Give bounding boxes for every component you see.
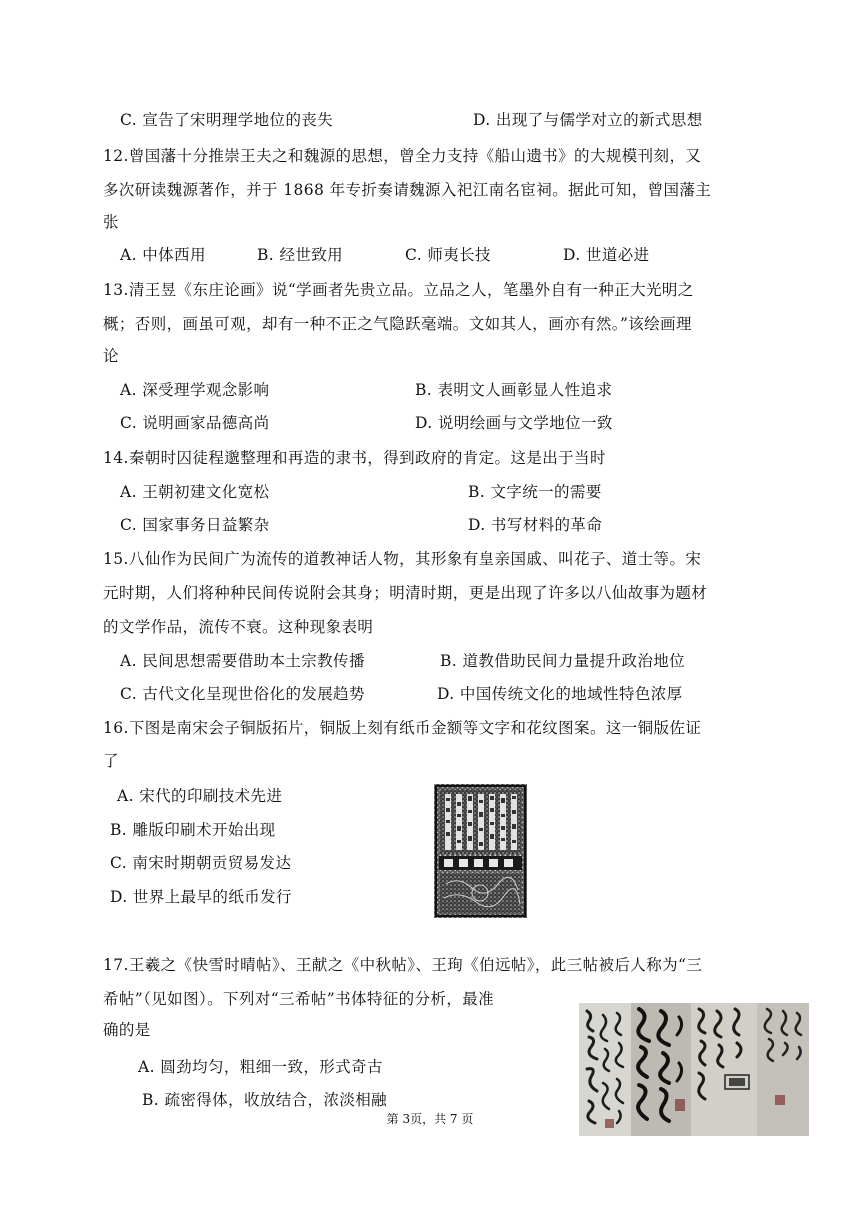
q13-option-d: D. 说明绘画与文学地位一致 — [415, 414, 613, 432]
q16-option-a: A. 宋代的印刷技术先进 — [117, 787, 283, 805]
q14-option-a: A. 王朝初建文化宽松 — [120, 483, 270, 501]
q12-option-c: C. 师夷长技 — [405, 246, 491, 264]
q16-option-b: B. 雕版印刷术开始出现 — [110, 821, 276, 839]
q13-stem-line-2: 概；否则，画虽可观，却有一种不正之气隐跃毫端。文如其人，画亦有然。”该绘画理 — [103, 315, 692, 333]
q13-stem-line-1: 13.清王昱《东庄论画》说“学画者先贵立品。立品之人，笔墨外自有一种正大光明之 — [103, 281, 694, 299]
q12-stem-line-2: 多次研读魏源著作，并于 1868 年专折奏请魏源入祀江南名宦祠。据此可知，曾国藩主 — [103, 181, 712, 199]
q15-option-a: A. 民间思想需要借助本土宗教传播 — [120, 652, 365, 670]
q12-stem-line-3: 张 — [103, 213, 119, 231]
q14-stem-line-1: 14.秦朝时囚徒程邈整理和再造的隶书，得到政府的肯定。这是出于当时 — [103, 449, 606, 467]
q12-option-a: A. 中体西用 — [120, 246, 206, 264]
q15-stem-line-1: 15.八仙作为民间广为流传的道教神话人物，其形象有皇亲国戚、叫花子、道士等。宋 — [103, 550, 702, 568]
q12-stem-line-1: 12.曾国藩十分推崇王夫之和魏源的思想，曾全力支持《船山遗书》的大规模刊刻，又 — [103, 147, 702, 165]
copper-plate-rubbing-image — [434, 784, 527, 918]
q15-stem-line-2: 元时期，人们将种种民间传说附会其身；明清时期，更是出现了许多以八仙故事为题材 — [103, 584, 708, 602]
q17-option-a: A. 圆劲均匀，粗细一致，形式奇古 — [138, 1058, 383, 1076]
q17-stem-line-3: 确的是 — [103, 1021, 151, 1039]
page-footer: 第 3页，共 7 页 — [386, 1112, 474, 1126]
q16-option-d: D. 世界上最早的纸币发行 — [110, 888, 292, 906]
q14-option-b: B. 文字统一的需要 — [468, 483, 602, 501]
q17-stem-line-1: 17.王羲之《快雪时晴帖》、王献之《中秋帖》、王珣《伯远帖》，此三帖被后人称为“三 — [103, 956, 703, 974]
q16-stem-line-2: 了 — [103, 752, 119, 770]
q15-stem-line-3: 的文学作品，流传不衰。这种现象表明 — [103, 618, 374, 636]
q12-option-b: B. 经世致用 — [257, 246, 344, 264]
q16-option-c: C. 南宋时期朝贡贸易发达 — [110, 854, 292, 872]
q13-stem-line-3: 论 — [103, 347, 119, 365]
q13-option-c: C. 说明画家品德高尚 — [120, 414, 270, 432]
q17-stem-line-2: 希帖”（见如图）。下列对“三希帖”书体特征的分析，最准 — [103, 990, 495, 1008]
q12-option-d: D. 世道必进 — [563, 246, 650, 264]
q14-option-d: D. 书写材料的革命 — [468, 516, 603, 534]
q17-option-b: B. 疏密得体，收放结合，浓淡相融 — [142, 1091, 388, 1109]
q11-option-d: D. 出现了与儒学对立的新式思想 — [473, 111, 703, 129]
q13-option-a: A. 深受理学观念影响 — [120, 381, 270, 399]
q15-option-d: D. 中国传统文化的地域性特色浓厚 — [437, 685, 683, 703]
q15-option-b: B. 道教借助民间力量提升政治地位 — [440, 652, 686, 670]
q11-option-c: C. 宣告了宋明理学地位的丧失 — [120, 111, 334, 129]
q16-stem-line-1: 16.下图是南宋会子铜版拓片，铜版上刻有纸币金额等文字和花纹图案。这一铜版佐证 — [103, 719, 702, 737]
q14-option-c: C. 国家事务日益繁杂 — [120, 516, 270, 534]
q13-option-b: B. 表明文人画彰显人性追求 — [415, 381, 613, 399]
q15-option-c: C. 古代文化呈现世俗化的发展趋势 — [120, 685, 365, 703]
